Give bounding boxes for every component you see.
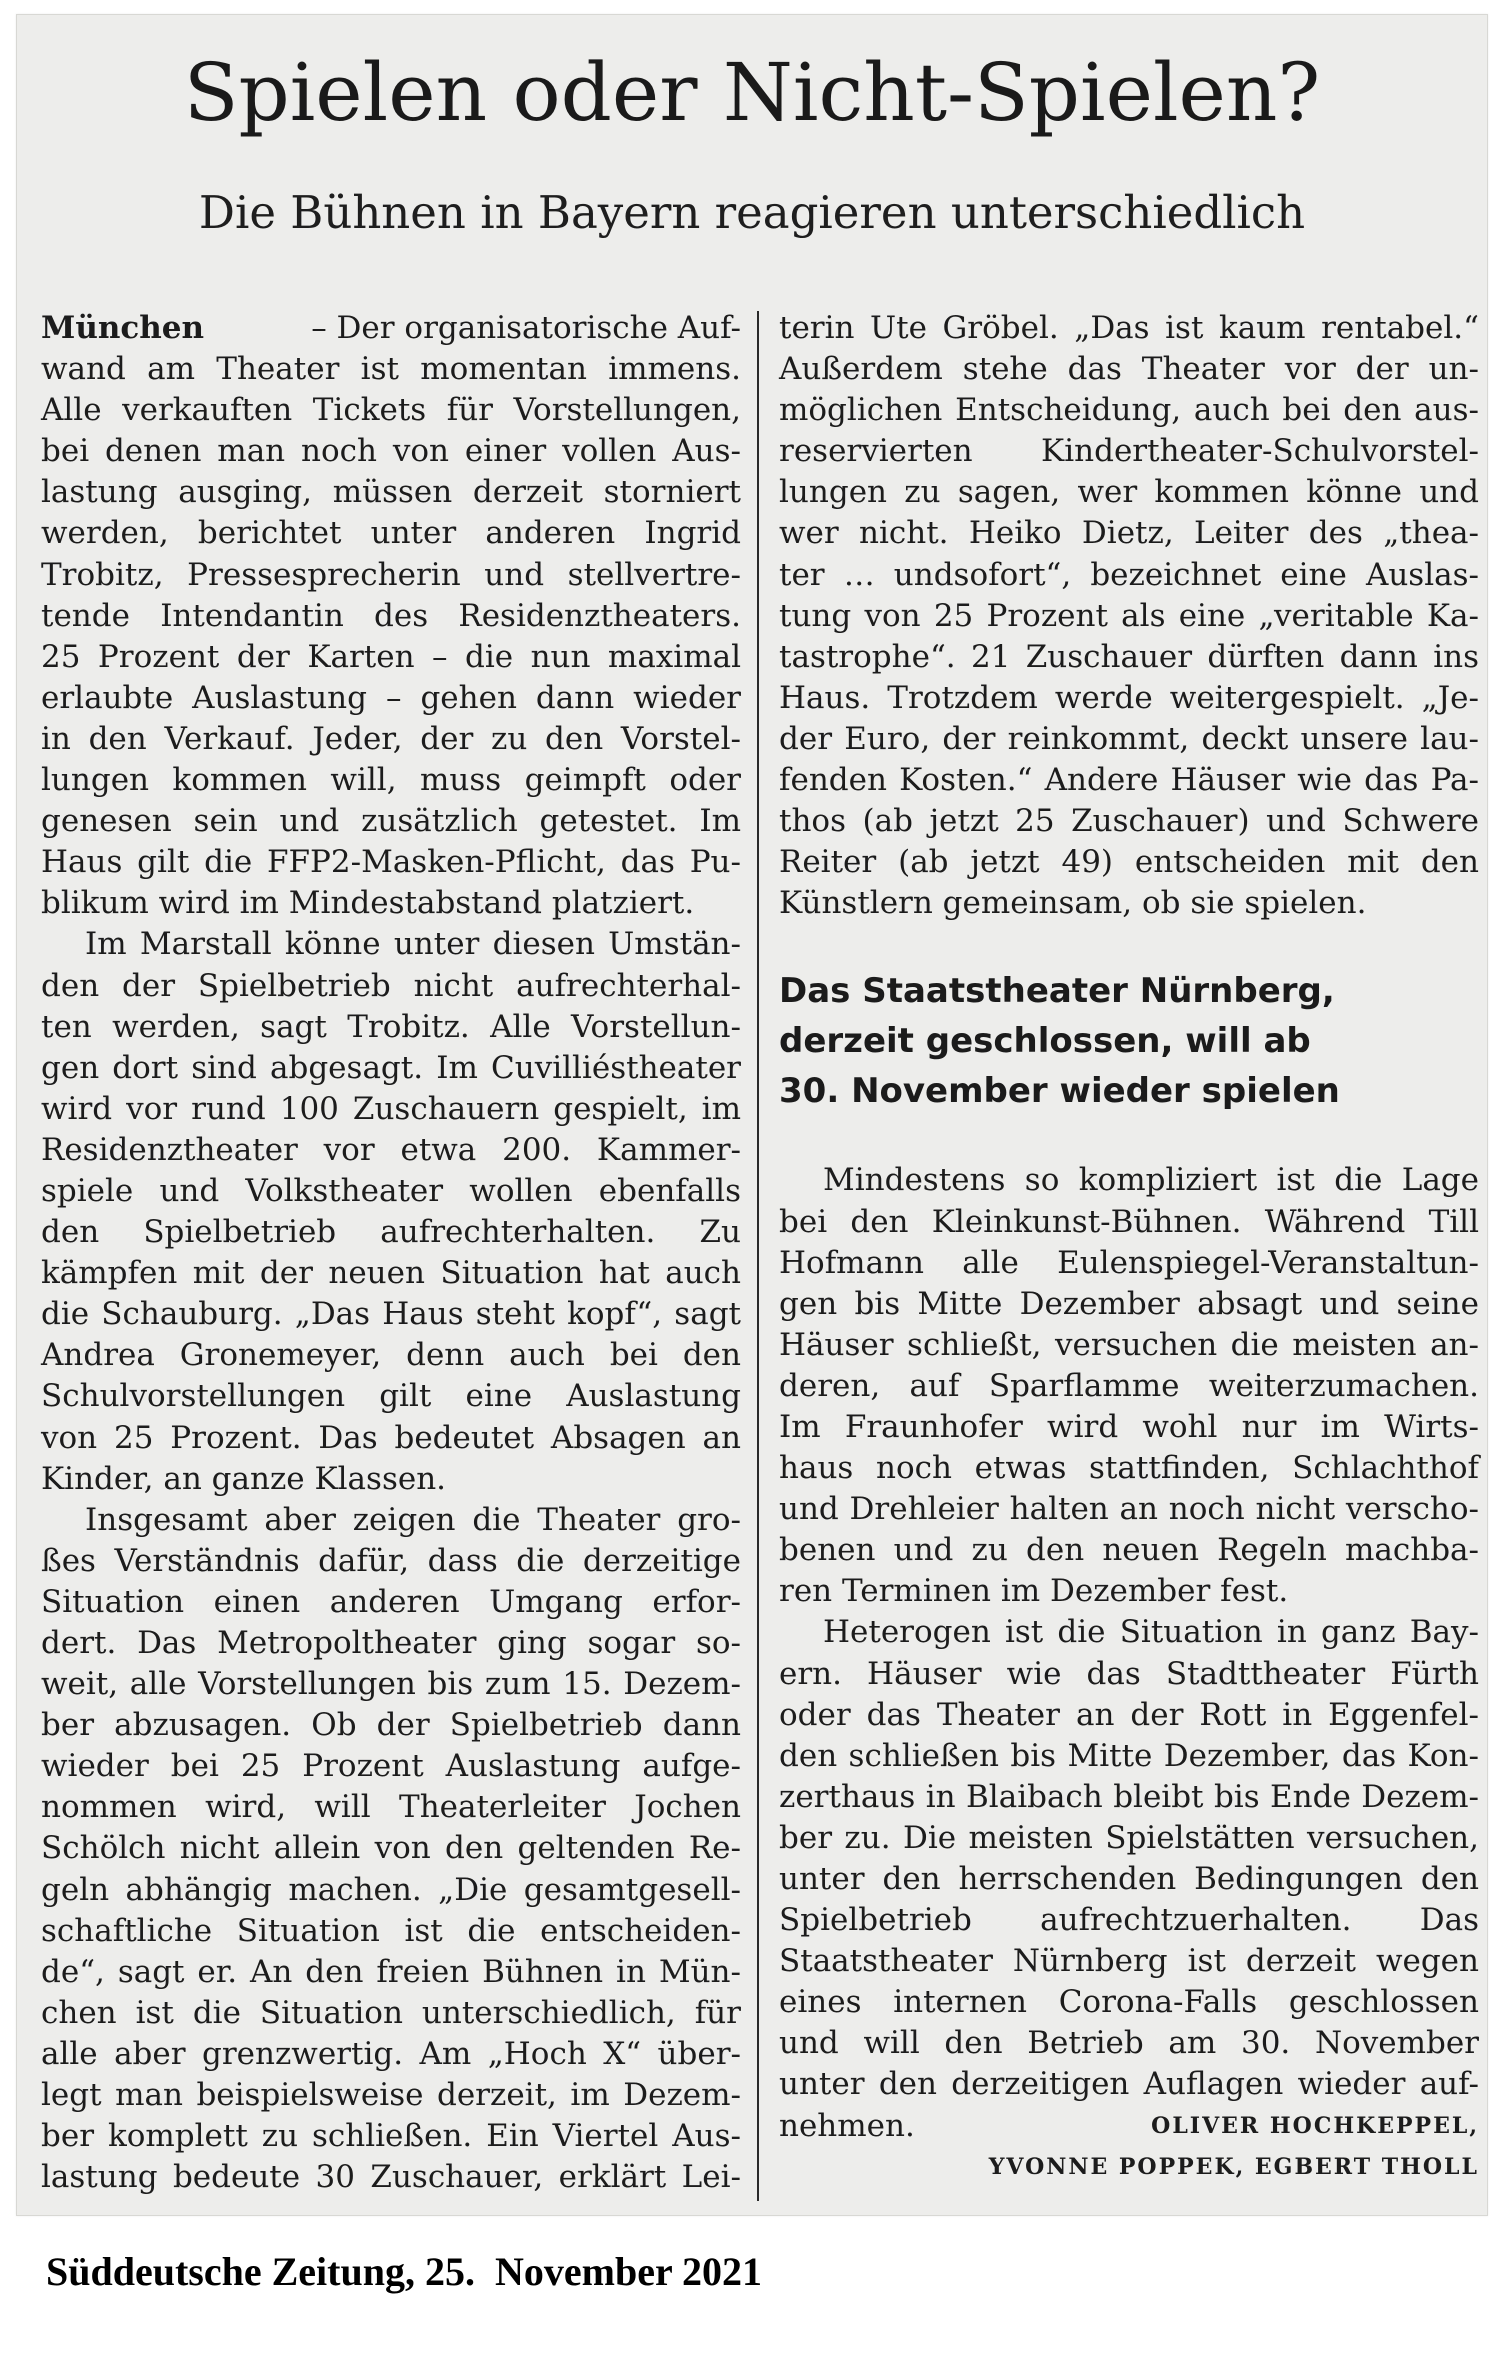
- right-column-bottom-text: [779, 1160, 1479, 2105]
- text-line: fenden Kosten.“ Andere Häuser wie das Pa-: [779, 762, 1479, 799]
- text-line: möglichen Entscheidung, auch bei den aus-: [779, 392, 1479, 429]
- text-line: genesen sein und zusätzlich getestet. Im: [41, 803, 741, 840]
- text-line: unter den derzeitigen Auflagen wieder auf-: [779, 2066, 1479, 2103]
- text-line: de“, sagt er. An den freien Bühnen in Mün-: [41, 1953, 741, 1990]
- text-line: den Spielbetrieb aufrechterhalten. Zu: [41, 1214, 741, 1251]
- text-line: tastrophe“. 21 Zuschauer dürften dann ins: [779, 638, 1479, 675]
- text-line: haus noch etwas stattfinden, Schlachthof: [779, 1450, 1479, 1487]
- text-line: Schölch nicht allein von den geltenden Re-: [41, 1830, 741, 1867]
- text-line: Haus gilt die FFP2-Masken-Pflicht, das Pu-: [41, 844, 741, 881]
- headline: Spielen oder Nicht-Spielen?: [183, 46, 1321, 139]
- text-line: bei denen man noch von einer vollen Aus-: [41, 433, 741, 470]
- text-line: und Drehleier halten an noch nicht verscho-: [779, 1491, 1479, 1528]
- text-line: blikum wird im Mindestabstand platziert.: [41, 885, 695, 922]
- closing-line: [779, 2106, 1479, 2147]
- text-line: deren, auf Sparflamme weiterzumachen.: [779, 1367, 1479, 1404]
- byline-author-1: OLIVER HOCHKEPPEL,: [1151, 2112, 1479, 2139]
- text-line-rest: – Der organisatorische Auf-: [301, 310, 741, 346]
- text-line: dert. Das Metropoltheater ging sogar so-: [41, 1625, 741, 1661]
- text-line: Mindestens so kompliziert ist die Lage: [823, 1162, 1479, 1199]
- text-line: terin Ute Gröbel. „Das ist kaum rentabel.“: [779, 310, 1479, 346]
- text-line: Alle verkauften Tickets für Vorstellungen,: [41, 392, 741, 429]
- text-line: Heterogen ist die Situation in ganz Bay-: [823, 1614, 1479, 1651]
- text-line: lastung bedeute 30 Zuschauer, erklärt Lei-: [41, 2159, 741, 2196]
- closing-text: nehmen.: [779, 2107, 915, 2144]
- text-line: erlaubte Auslastung – gehen dann wieder: [41, 679, 741, 716]
- text-line: Andrea Gronemeyer, denn auch bei den: [41, 1337, 741, 1374]
- text-line: oder das Theater an der Rott in Eggenfel-: [779, 1696, 1479, 1733]
- text-line: Kinder, an ganze Klassen.: [41, 1460, 447, 1497]
- text-line: in den Verkauf. Jeder, der zu den Vorstel-: [41, 720, 741, 757]
- crosshead-line: Das Staatstheater Nürnberg,: [779, 971, 1335, 1012]
- text-line: ber komplett zu schließen. Ein Viertel Aus-: [41, 2118, 741, 2155]
- text-line: Schulvorstellungen gilt eine Auslastung: [41, 1378, 741, 1415]
- text-line: schaftliche Situation ist die entscheiden-: [41, 1912, 741, 1949]
- column-divider: [757, 311, 759, 2201]
- text-line: die Schauburg. „Das Haus steht kopf“, sagt: [41, 1296, 741, 1333]
- text-line: Künstlern gemeinsam, ob sie spielen.: [779, 885, 1367, 922]
- text-line: lungen zu sagen, wer kommen könne und: [779, 474, 1479, 511]
- text-line: zerthaus in Blaibach bleibt bis Ende Dezem-: [779, 1778, 1479, 1815]
- text-line: Reiter (ab jetzt 49) entscheiden mit den: [779, 844, 1479, 881]
- text-line: den schließen bis Mitte Dezember, das Kon-: [779, 1737, 1479, 1774]
- text-line: tende Intendantin des Residenztheaters.: [41, 597, 741, 634]
- text-line: Haus. Trotzdem werde weitergespielt. „Je-: [779, 679, 1479, 716]
- text-line: Insgesamt aber zeigen die Theater gro-: [85, 1501, 741, 1538]
- text-line: ber zu. Die meisten Spielstätten versuchen,: [779, 1819, 1479, 1856]
- text-line: ren Terminen im Dezember fest.: [779, 1573, 1289, 1610]
- text-line: geln abhängig machen. „Die gesamtgesell-: [41, 1871, 741, 1908]
- text-line: werden, berichtet unter anderen Ingrid: [41, 515, 741, 552]
- text-line: Trobitz, Pressesprecherin und stellvertre-: [41, 556, 741, 593]
- text-line: von 25 Prozent. Das bedeutet Absagen an: [41, 1419, 741, 1456]
- article-column-right: [779, 308, 1479, 2188]
- text-line: [41, 308, 741, 349]
- text-line: Situation einen anderen Umgang erfor-: [41, 1583, 741, 1620]
- source-caption: Süddeutsche Zeitung, 25. November 2021: [46, 2249, 762, 2294]
- text-line: und will den Betrieb am 30. November: [779, 2025, 1479, 2062]
- text-line: thos (ab jetzt 25 Zuschauer) und Schwere: [779, 803, 1479, 840]
- text-line: Spielbetrieb aufrechtzuerhalten. Das: [779, 1902, 1479, 1939]
- text-line: reservierten Kindertheater-Schulvorstel-: [779, 433, 1479, 470]
- crosshead-line: derzeit geschlossen, will ab: [779, 1021, 1311, 1062]
- crosshead: [779, 966, 1479, 1116]
- text-line: wer nicht. Heiko Dietz, Leiter des „thea-: [779, 515, 1479, 552]
- text-line: Staatstheater Nürnberg ist derzeit wegen: [779, 1943, 1479, 1980]
- text-line: legt man beispielsweise derzeit, im Dezem-: [41, 2077, 741, 2114]
- text-line: tung von 25 Prozent als eine „veritable Ka-: [779, 597, 1479, 634]
- byline-authors-2: YVONNE POPPEK, EGBERT THOLL: [988, 2153, 1479, 2180]
- text-line: Im Fraunhofer wird wohl nur im Wirts-: [779, 1408, 1479, 1445]
- text-line: spiele und Volkstheater wollen ebenfalls: [41, 1172, 741, 1209]
- text-line: lastung ausging, müssen derzeit storniert: [41, 474, 741, 511]
- newspaper-clipping: [16, 14, 1488, 2216]
- text-line: lungen kommen will, muss geimpft oder: [41, 762, 741, 799]
- text-line: Im Marstall könne unter diesen Umstän-: [85, 926, 741, 963]
- text-line: gen dort sind abgesagt. Im Cuvilliéstheater: [41, 1049, 741, 1086]
- article-column-left: [41, 308, 741, 2198]
- text-line: ter … undsofort“, bezeichnet eine Auslas-: [779, 556, 1479, 593]
- text-line: Hofmann alle Eulenspiegel-Veranstaltun-: [779, 1244, 1479, 1281]
- text-line: chen ist die Situation unterschiedlich, für: [41, 1994, 741, 2031]
- text-line: ern. Häuser wie das Stadttheater Fürth: [779, 1655, 1479, 1692]
- text-line: ten werden, sagt Trobitz. Alle Vorstellun-: [41, 1008, 741, 1045]
- dateline: München: [41, 310, 205, 346]
- text-line: wieder bei 25 Prozent Auslastung aufge-: [41, 1748, 741, 1785]
- text-line: kämpfen mit der neuen Situation hat auch: [41, 1255, 741, 1292]
- subheadline: Die Bühnen in Bayern reagieren unterschiedlich: [198, 186, 1306, 239]
- text-line: benen und zu den neuen Regeln machba-: [779, 1532, 1479, 1569]
- text-line: ßes Verständnis dafür, dass die derzeitige: [41, 1542, 741, 1579]
- text-line: Häuser schließt, versuchen die meisten an-: [779, 1326, 1479, 1363]
- text-line: bei den Kleinkunst-Bühnen. Während Till: [779, 1203, 1479, 1240]
- text-line: eines internen Corona-Falls geschlossen: [779, 1984, 1479, 2021]
- text-line: den der Spielbetrieb nicht aufrechterhal-: [41, 967, 741, 1004]
- text-line: alle aber grenzwertig. Am „Hoch X“ über-: [41, 2035, 741, 2072]
- text-line: nommen wird, will Theaterleiter Jochen: [41, 1789, 741, 1826]
- text-line: ber abzusagen. Ob der Spielbetrieb dann: [41, 1707, 741, 1744]
- text-line: Residenztheater vor etwa 200. Kammer-: [41, 1131, 741, 1168]
- text-line: weit, alle Vorstellungen bis zum 15. Dezem-: [41, 1666, 741, 1703]
- text-line: 25 Prozent der Karten – die nun maximal: [41, 638, 741, 675]
- crosshead-line: 30. November wieder spielen: [779, 1071, 1340, 1112]
- text-line: der Euro, der reinkommt, deckt unsere lau-: [779, 720, 1479, 757]
- right-column-top-text: [779, 308, 1479, 924]
- text-line: unter den herrschenden Bedingungen den: [779, 1861, 1479, 1897]
- text-line: wird vor rund 100 Zuschauern gespielt, im: [41, 1090, 741, 1127]
- text-line: wand am Theater ist momentan immens.: [41, 351, 741, 388]
- text-line: Außerdem stehe das Theater vor der un-: [779, 351, 1479, 388]
- text-line: gen bis Mitte Dezember absagt und seine: [779, 1285, 1479, 1322]
